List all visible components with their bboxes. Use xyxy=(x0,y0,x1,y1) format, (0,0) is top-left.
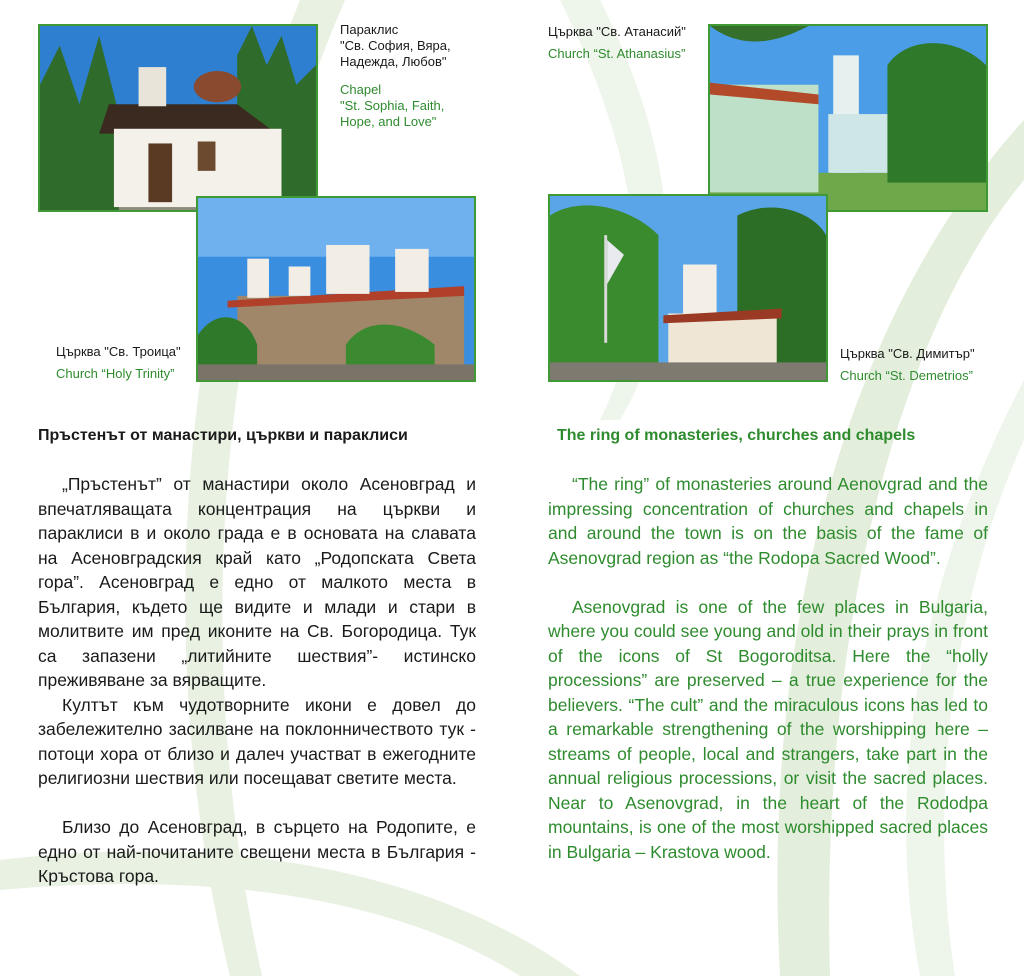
left-paragraph-2: Култът към чудотворните икони е довел до забележително засилване на поклонничеството тук - потоци хора от близо и далеч участват в ежегодните религиозни шествия или посещават светите места. xyxy=(38,694,476,788)
right-heading: The ring of monasteries, churches and chapels xyxy=(557,427,916,444)
left-heading: Пръстенът от манастири, църкви и параклиси xyxy=(38,427,408,444)
church-trinity-caption xyxy=(56,344,181,382)
church-demetrios-photo xyxy=(548,194,828,382)
church-athanasius-photo xyxy=(708,24,988,212)
church-trinity-bg-line: Църква "Св. Троица" xyxy=(56,344,181,359)
chapel-sophia-photo xyxy=(38,24,318,212)
church-demetrios-en-line: Church “St. Demetrios” xyxy=(840,368,973,383)
chapel-sophia-bg-line-1: Параклис xyxy=(340,22,399,37)
chapel-sophia-bg-line-3: Надежда, Любов" xyxy=(340,54,447,69)
chapel-sophia-en-line-2: "St. Sophia, Faith, xyxy=(340,98,445,113)
left-paragraph-3: Близо до Асеновград, в сърцето на Родопите, е едно от най-почитаните свещени места в България - Кръстова гора. xyxy=(38,817,476,886)
right-paragraph-2: Asenovgrad is one of the few places in Bulgaria, where you could see young and old in their prays in front of the icons of St Bogoroditsa. Here the “holly processions” are preserved – a true experience for the believers. “The cult” and the miraculous icons has led to a remarkable strengthening of the worshipping here – streams of people, local and strangers, take part in the annual religious processions, or visit the sacred places. Near to Asenovgrad, in the heart of the Rododpa mountains, is one of the most worshipped sacred places in Bulgaria – Krastova wood. xyxy=(548,596,988,862)
church-athanasius-bg-line: Църква "Св. Атанасий" xyxy=(548,24,686,39)
church-demetrios-bg-line: Църква "Св. Димитър" xyxy=(840,346,975,361)
church-trinity-photo xyxy=(196,196,476,382)
left-body-text xyxy=(38,472,476,889)
church-athanasius-en-line: Church “St. Athanasius” xyxy=(548,46,686,61)
right-body-text xyxy=(548,472,988,864)
church-athanasius-caption xyxy=(548,24,686,62)
church-trinity-en-line: Church “Holy Trinity” xyxy=(56,366,175,381)
chapel-sophia-en-line-1: Chapel xyxy=(340,82,382,97)
church-demetrios-caption xyxy=(840,346,975,384)
right-paragraph-1: “The ring” of monasteries around Aenovgrad and the impressing concentration of churches and chapels in and around the town is on the basis of the fame of Asenovgrad region as “the Rodopa Sacred Wood”. xyxy=(548,474,988,568)
left-paragraph-1: „Пръстенът” от манастири около Асеновград и впечатляващата концентрация на църкви и параклиси в и около града е в основата на славата на Асеновградския край като „Родопската Света гора”. Асеновград е едно от малкото места в България, където ще видите и млади и стари в молитвите им пред иконите на Св. Богородица. Тук са запазени „литийните шествия”- истинско преживяване за вярващите. xyxy=(38,474,476,690)
chapel-sophia-caption xyxy=(340,22,451,130)
chapel-sophia-en-line-3: Hope, and Love" xyxy=(340,114,437,129)
chapel-sophia-bg-line-2: "Св. София, Вяра, xyxy=(340,38,451,53)
